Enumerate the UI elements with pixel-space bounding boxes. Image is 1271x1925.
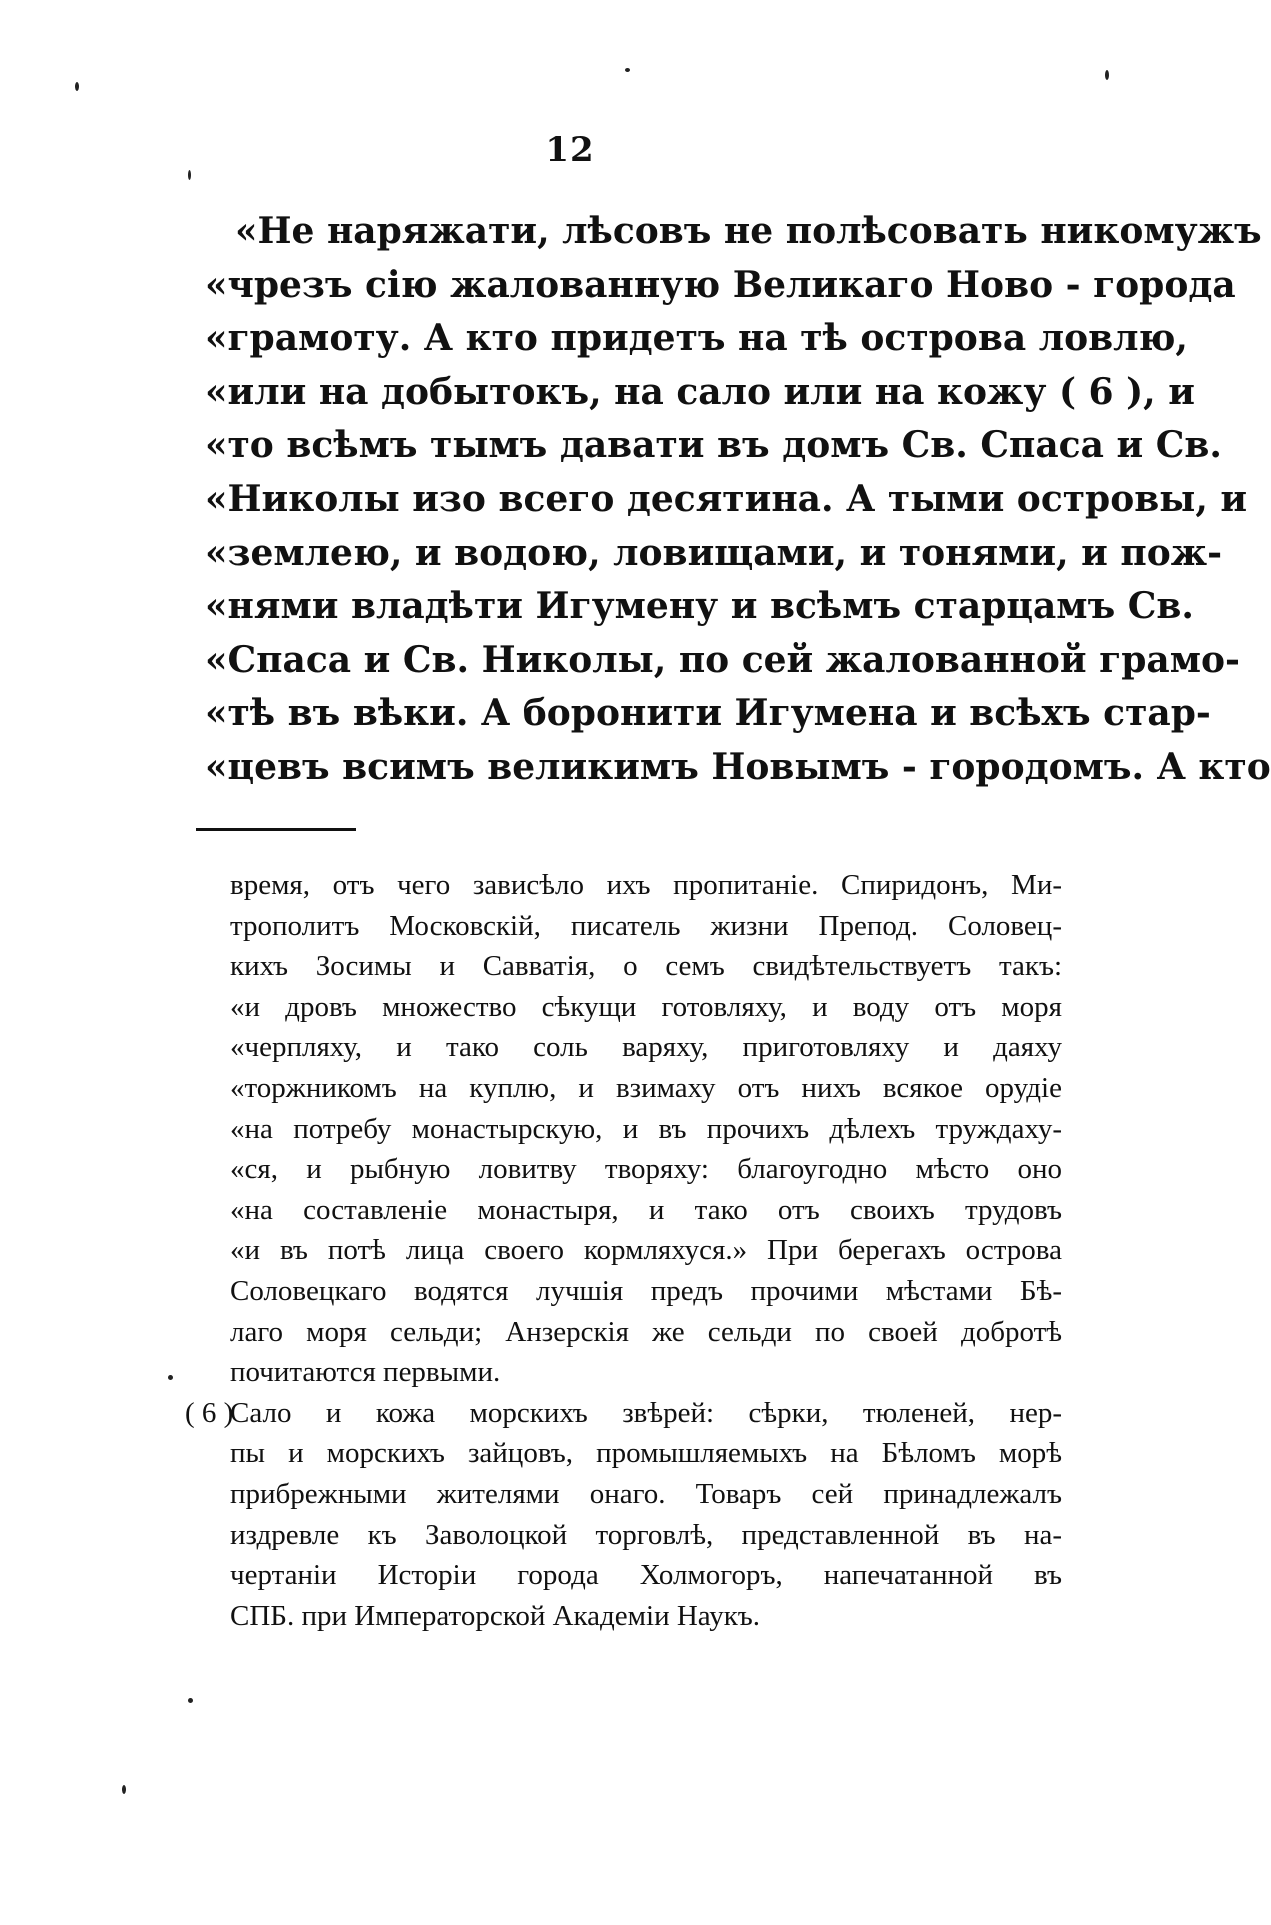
scan-speck bbox=[1105, 70, 1109, 80]
scan-speck bbox=[625, 68, 630, 72]
footnote-6-line: СПБ. при Императорской Академіи Наукъ. bbox=[230, 1599, 761, 1632]
page-number: 12 bbox=[545, 130, 595, 170]
footnote-continuation-line: «черпляху, и тако соль варяху, приготовляху и даяху bbox=[230, 1031, 1062, 1064]
footnote-6-line: прибрежными жителями онаго. Товаръ сей принадлежалъ bbox=[230, 1477, 1062, 1510]
main-text-line: «Спаса и Св. Николы, по сей жалованной грамо- bbox=[205, 638, 1240, 681]
footnote-continuation-line: «и дровъ множество сѣкущи готовляху, и воду отъ моря bbox=[230, 990, 1062, 1023]
footnote-continuation-line: «и въ потѣ лица своего кормляхуся.» При берегахъ острова bbox=[230, 1234, 1062, 1267]
main-text-line: «грамоту. А кто придетъ на тѣ острова ловлю, bbox=[205, 317, 1188, 360]
footnote-6-line: издревле къ Заволоцкой торговлѣ, представленной въ на- bbox=[230, 1518, 1062, 1551]
main-text-line: «нями владѣти Игумену и всѣмъ старцамъ Св. bbox=[205, 585, 1194, 628]
main-text-line: «тѣ въ вѣки. А боронити Игумена и всѣхъ стар- bbox=[205, 692, 1211, 735]
footnote-continuation-line: Соловецкаго водятся лучшія предъ прочими мѣстами Бѣ- bbox=[230, 1274, 1062, 1307]
footnote-continuation-line: кихъ Зосимы и Савватія, о семъ свидѣтельствуетъ такъ: bbox=[230, 950, 1062, 983]
footnote-continuation-line: время, отъ чего зависѣло ихъ пропитаніе. Спиридонъ, Ми- bbox=[230, 869, 1062, 901]
footnote-continuation-line: «ся, и рыбную ловитву творяху: благоугодно мѣсто оно bbox=[230, 1153, 1062, 1186]
footnote-separator-rule bbox=[196, 828, 356, 831]
main-text-line: «землею, и водою, ловищами, и тонями, и пож- bbox=[205, 531, 1223, 574]
main-text-line: «цевъ всимъ великимъ Новымъ - городомъ. А кто bbox=[205, 745, 1271, 788]
main-text-line: «чрезъ сію жалованную Великаго Ново - города bbox=[205, 263, 1236, 306]
scan-speck bbox=[188, 1698, 193, 1703]
footnote-6-line: Сало и кожа морскихъ звѣрей: сѣрки, тюленей, нер- bbox=[230, 1396, 1062, 1429]
footnote-continuation-line: лаго моря сельди; Анзерскія же сельди по своей добротѣ bbox=[230, 1315, 1062, 1348]
scan-speck bbox=[168, 1375, 173, 1380]
main-text-line: «или на добытокъ, на сало или на кожу ( 6 ), и bbox=[205, 370, 1195, 413]
main-text-line: «Николы изо всего десятина. А тыми островы, и bbox=[205, 477, 1248, 520]
main-text-block bbox=[205, 205, 1271, 795]
footnote-6-label: ( 6 ) bbox=[185, 1396, 234, 1429]
scan-speck bbox=[122, 1785, 126, 1794]
footnote-continuation-line: «торжникомъ на куплю, и взимаху отъ нихъ всякое орудіе bbox=[230, 1071, 1062, 1104]
footnotes-block bbox=[185, 865, 1062, 1636]
footnote-continuation-line: «на составленіе монастыря, и тако отъ своихъ трудовъ bbox=[230, 1193, 1062, 1226]
main-text-line: «Не наряжати, лѣсовъ не полѣсовать никомужъ bbox=[235, 210, 1262, 252]
main-text-line: «то всѣмъ тымъ давати въ домъ Св. Спаса и Св. bbox=[205, 424, 1222, 467]
footnote-continuation-line: трополитъ Московскій, писатель жизни Препод. Соловец- bbox=[230, 909, 1062, 942]
scan-speck bbox=[75, 82, 79, 91]
footnote-6-line: чертаніи Исторіи города Холмогоръ, напечатанной въ bbox=[230, 1559, 1062, 1592]
footnote-continuation-line: «на потребу монастырскую, и въ прочихъ дѣлехъ труждаху- bbox=[230, 1112, 1062, 1145]
footnote-6 bbox=[185, 1393, 1062, 1637]
footnote-6-line: пы и морскихъ зайцовъ, промышляемыхъ на Бѣломъ морѣ bbox=[230, 1437, 1062, 1470]
scan-speck bbox=[188, 170, 191, 180]
footnote-continuation-line: почитаются первыми. bbox=[230, 1356, 501, 1389]
